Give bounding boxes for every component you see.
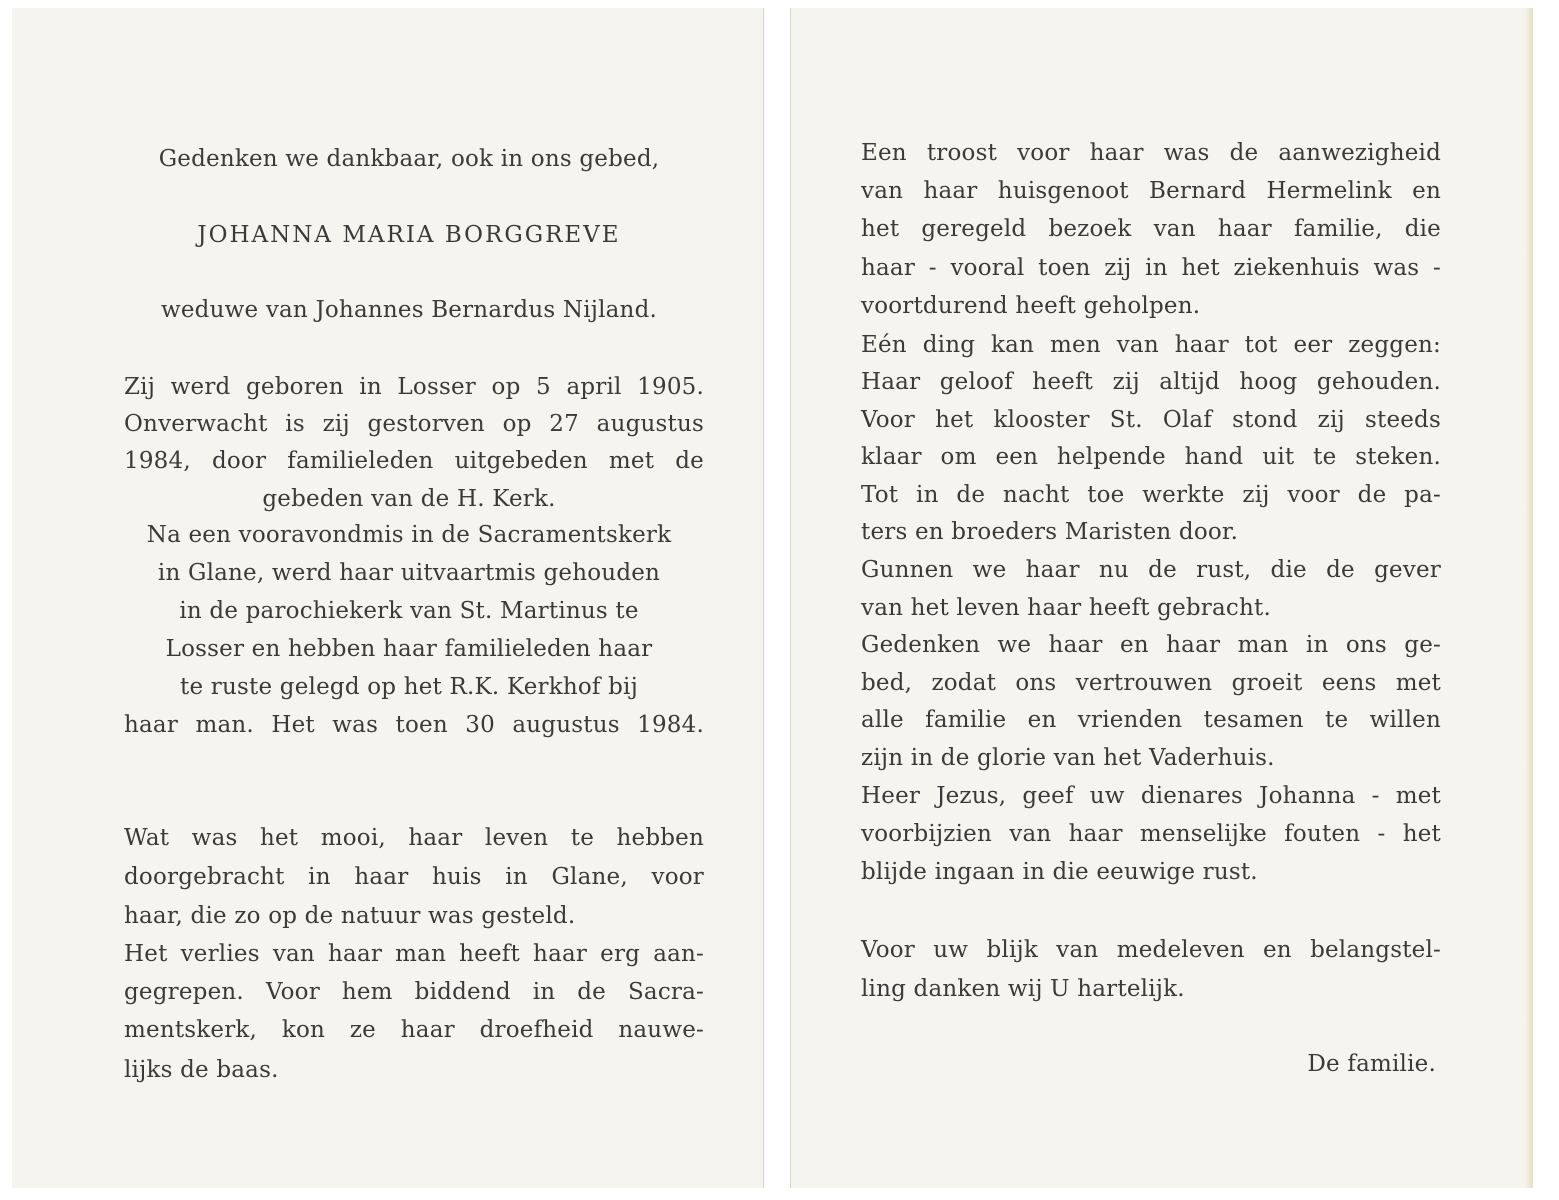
text-line: gebeden van de H. Kerk. xyxy=(262,486,556,512)
text-line: haar man. Het was toen 30 augustus 1984. xyxy=(124,712,704,738)
text-line: voorbijzien van haar menselijke fouten - het xyxy=(861,821,1441,847)
text-line: Tot in de nacht toe werkte zij voor de pa- xyxy=(861,482,1441,508)
text-line: van het leven haar heeft gebracht. xyxy=(861,595,1271,621)
intro-line: Gedenken we dankbaar, ook in ons gebed, xyxy=(158,146,660,172)
text-line: Het verlies van haar man heeft haar erg aan- xyxy=(124,941,704,967)
text-line: Na een vooravondmis in de Sacramentskerk xyxy=(146,522,672,548)
text-line: lijks de baas. xyxy=(124,1057,279,1083)
text-line: Voor het klooster St. Olaf stond zij steeds xyxy=(861,407,1441,433)
text-line: haar - vooral toen zij in het ziekenhuis was - xyxy=(861,255,1441,281)
text-line: doorgebracht in haar huis in Glane, voor xyxy=(124,864,704,890)
text-line: voortdurend heeft geholpen. xyxy=(861,293,1201,319)
text-line: blijde ingaan in die eeuwige rust. xyxy=(861,859,1258,885)
text-line: 1984, door familieleden uitgebeden met de xyxy=(124,448,704,474)
text-line: Gedenken we haar en haar man in ons ge- xyxy=(861,632,1441,658)
text-line: Gunnen we haar nu de rust, die de gever xyxy=(861,557,1441,583)
text-line: alle familie en vrienden tesamen te willen xyxy=(861,707,1441,733)
text-line: ling danken wij U hartelijk. xyxy=(861,976,1185,1002)
text-line: Heer Jezus, geef uw dienares Johanna - met xyxy=(861,783,1441,809)
text-line: Een troost voor haar was de aanwezigheid xyxy=(861,140,1441,166)
right-card xyxy=(790,8,1533,1188)
widow-of-line: weduwe van Johannes Bernardus Nijland. xyxy=(160,297,658,323)
text-line: ters en broeders Maristen door. xyxy=(861,519,1239,545)
left-card xyxy=(12,8,764,1188)
text-line: Losser en hebben haar familieleden haar xyxy=(165,636,653,662)
text-line: Haar geloof heeft zij altijd hoog gehouden. xyxy=(861,369,1441,395)
text-line: Onverwacht is zij gestorven op 27 augustus xyxy=(124,411,704,437)
text-line: klaar om een helpende hand uit te steken. xyxy=(861,444,1441,470)
text-line: te ruste gelegd op het R.K. Kerkhof bij xyxy=(180,674,638,700)
text-line: in de parochiekerk van St. Martinus te xyxy=(179,598,639,624)
paper-edge xyxy=(1525,8,1533,1188)
text-line: zijn in de glorie van het Vaderhuis. xyxy=(861,745,1275,771)
text-line: mentskerk, kon ze haar droefheid nauwe- xyxy=(124,1017,704,1043)
text-line: haar, die zo op de natuur was gesteld. xyxy=(124,903,576,929)
text-line: het geregeld bezoek van haar familie, die xyxy=(861,216,1441,242)
text-line: bed, zodat ons vertrouwen groeit eens met xyxy=(861,670,1441,696)
deceased-name: JOHANNA MARIA BORGGREVE xyxy=(197,222,621,248)
text-line: in Glane, werd haar uitvaartmis gehouden xyxy=(157,560,661,586)
text-line: gegrepen. Voor hem biddend in de Sacra- xyxy=(124,979,704,1005)
text-line: Wat was het mooi, haar leven te hebben xyxy=(124,825,704,851)
text-line: Zij werd geboren in Losser op 5 april 1905. xyxy=(124,374,704,400)
signature: De familie. xyxy=(1307,1051,1436,1077)
text-line: Voor uw blijk van medeleven en belangstel- xyxy=(861,937,1441,963)
text-line: van haar huisgenoot Bernard Hermelink en xyxy=(861,178,1441,204)
text-line: Eén ding kan men van haar tot eer zeggen: xyxy=(861,332,1441,358)
